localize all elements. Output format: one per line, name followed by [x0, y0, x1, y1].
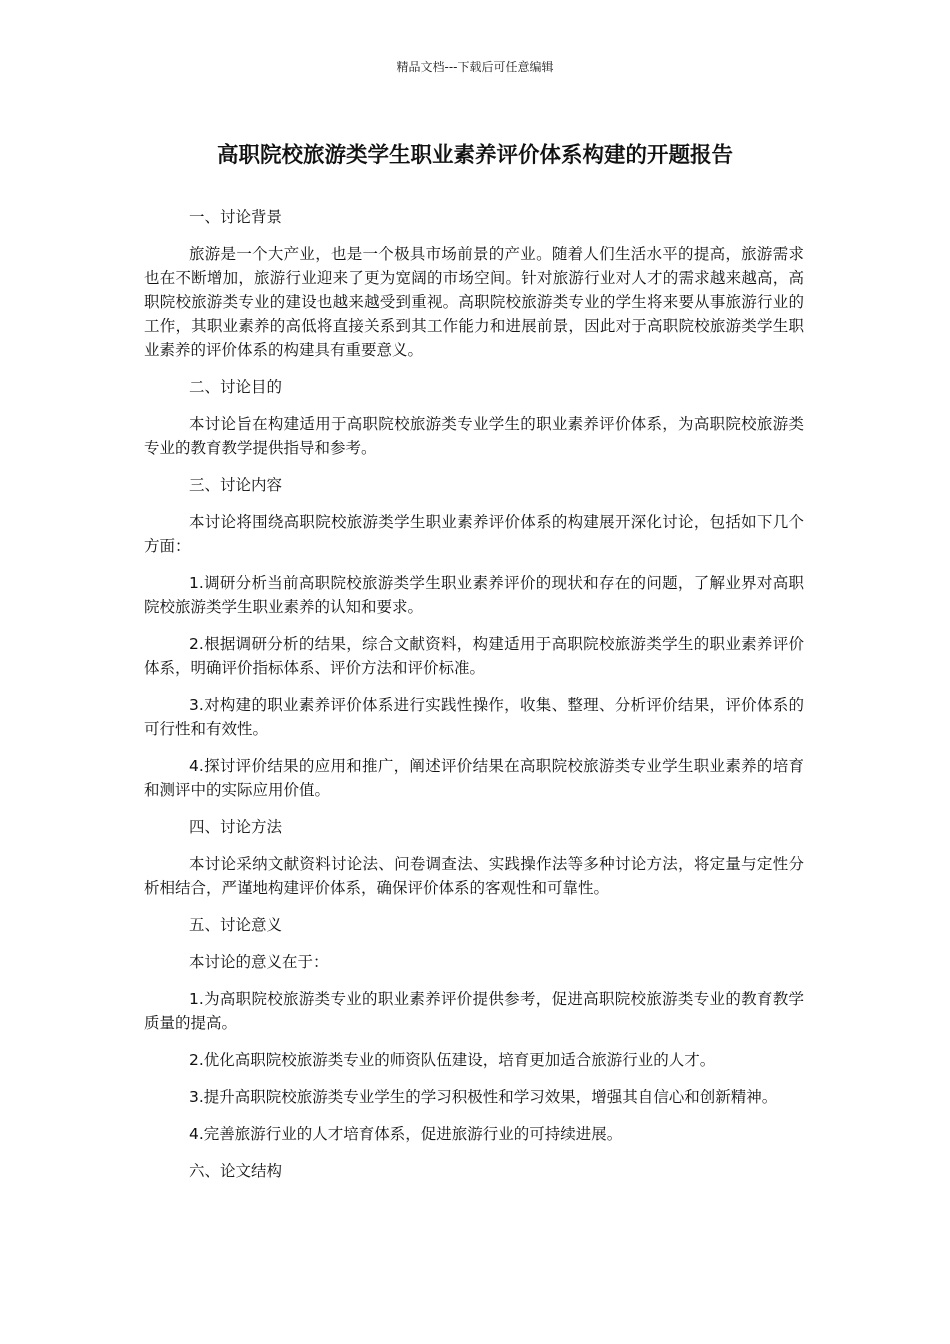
- body-paragraph: 本讨论旨在构建适用于高职院校旅游类专业学生的职业素养评价体系，为高职院校旅游类专业的教育教学提供指导和参考。: [144, 415, 804, 457]
- section-heading: 三、讨论内容: [189, 476, 283, 494]
- section-heading: 二、讨论目的: [189, 378, 283, 396]
- section-heading: 一、讨论背景: [189, 208, 283, 226]
- header-note: 精品文档---下载后可任意编辑: [396, 60, 554, 74]
- section-heading: 五、讨论意义: [189, 916, 283, 934]
- document-body: [144, 205, 804, 1196]
- list-item-paragraph: 3.提升高职院校旅游类专业学生的学习积极性和学习效果，增强其自信心和创新精神。: [189, 1088, 778, 1106]
- list-item-paragraph: 4.完善旅游行业的人才培育体系，促进旅游行业的可持续进展。: [189, 1125, 623, 1143]
- list-item-paragraph: 4.探讨评价结果的应用和推广，阐述评价结果在高职院校旅游类专业学生职业素养的培育和测评中的实际应用价值。: [144, 757, 804, 799]
- list-item-paragraph: 3.对构建的职业素养评价体系进行实践性操作，收集、整理、分析评价结果，评价体系的可行性和有效性。: [144, 696, 804, 738]
- body-paragraph: 本讨论的意义在于：: [189, 953, 329, 971]
- section-heading: 六、论文结构: [189, 1162, 283, 1180]
- list-item-paragraph: 1.调研分析当前高职院校旅游类学生职业素养评价的现状和存在的问题，了解业界对高职院校旅游类学生职业素养的认知和要求。: [144, 574, 804, 616]
- list-item-paragraph: 2.根据调研分析的结果，综合文献资料，构建适用于高职院校旅游类学生的职业素养评价体系，明确评价指标体系、评价方法和评价标准。: [144, 635, 804, 677]
- list-item-paragraph: 2.优化高职院校旅游类专业的师资队伍建设，培育更加适合旅游行业的人才。: [189, 1051, 716, 1069]
- section-heading: 四、讨论方法: [189, 818, 283, 836]
- body-paragraph: 本讨论将围绕高职院校旅游类学生职业素养评价体系的构建展开深化讨论，包括如下几个方面：: [144, 513, 804, 555]
- document-title: 高职院校旅游类学生职业素养评价体系构建的开题报告: [216, 143, 733, 168]
- body-paragraph: 旅游是一个大产业，也是一个极具市场前景的产业。随着人们生活水平的提高，旅游需求也在不断增加，旅游行业迎来了更为宽阔的市场空间。针对旅游行业对人才的需求越来越高，高职院校旅游类专业的建设也越来越受到重视。高职院校旅游类专业的学生将来要从事旅游行业的工作，其职业素养的高低将直接关系到其工作能力和进展前景，因此对于高职院校旅游类学生职业素养的评价体系的构建具有重要意义。: [144, 245, 804, 359]
- body-paragraph: 本讨论采纳文献资料讨论法、问卷调查法、实践操作法等多种讨论方法，将定量与定性分析相结合，严谨地构建评价体系，确保评价体系的客观性和可靠性。: [144, 855, 804, 897]
- list-item-paragraph: 1.为高职院校旅游类专业的职业素养评价提供参考，促进高职院校旅游类专业的教育教学质量的提高。: [144, 990, 804, 1032]
